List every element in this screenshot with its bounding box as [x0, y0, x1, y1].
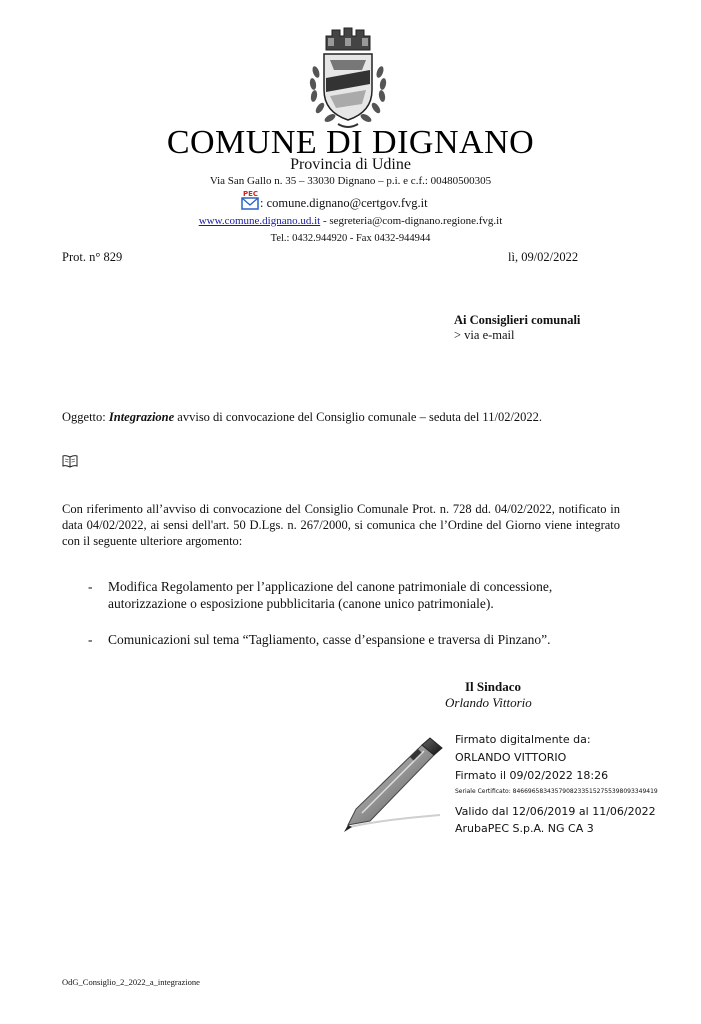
signature-name: Orlando Vittorio — [445, 695, 532, 710]
svg-text:PEC: PEC — [243, 190, 259, 198]
body-paragraph: Con riferimento all’avviso di convocazione del Consiglio Comunale Prot. n. 728 dd. 04/02/2022, notificato in data 04/02/2022, ai sensi dell'art. 50 D.Lgs. n. 267/2000, si comunica che l’Ordine del Giorno viene integrato con il seguente ulteriore argomento: — [62, 502, 620, 548]
subject-label: Oggetto: — [62, 410, 109, 424]
pec-email: : comune.dignano@certgov.fvg.it — [260, 196, 428, 210]
web-contact-line — [0, 215, 701, 227]
subject-emphasis: Integrazione — [108, 410, 175, 424]
certificate-serial: Seriale Certificato: 84669658343579082335152755398093349419 — [455, 788, 658, 795]
subject-text: avviso di convocazione del Consiglio comunale – seduta del 11/02/2022. — [174, 410, 543, 424]
pec-envelope-icon — [240, 189, 262, 211]
municipality-title: COMUNE DI DIGNANO — [166, 124, 535, 161]
agenda-item — [88, 631, 618, 651]
bullet: - — [88, 579, 93, 594]
bullet: - — [88, 632, 93, 647]
document-filename: OdG_Consiglio_2_2022_a_integrazione — [62, 977, 200, 987]
agenda-item — [88, 578, 618, 618]
pen-icon — [340, 735, 448, 835]
signer-name: ORLANDO VITTORIO — [455, 751, 567, 764]
protocol-number: Prot. n° 829 — [62, 250, 123, 264]
recipient: Ai Consiglieri comunali — [454, 313, 581, 327]
pec-contact — [240, 189, 540, 213]
subject-line — [62, 410, 622, 425]
letter-date: lì, 09/02/2022 — [508, 250, 579, 264]
signature-info-line: Firmato digitalmente da: — [455, 733, 591, 746]
email-address: - segreteria@com-dignano.regione.fvg.it — [320, 215, 503, 227]
signature-datetime: Firmato il 09/02/2022 18:26 — [455, 769, 609, 782]
signature-title: Il Sindaco — [465, 679, 521, 694]
municipal-crest-icon — [300, 20, 396, 134]
agenda-item-text: Modifica Regolamento per l’applicazione del canone patrimoniale di concessione, autorizzazione o esposizione pubblicitaria (canone unico patrimoniale). — [108, 579, 553, 611]
agenda-item-text: Comunicazioni sul tema “Tagliamento, casse d’espansione e traversa di Pinzano”. — [108, 632, 551, 647]
open-book-icon — [62, 454, 78, 468]
certificate-issuer: ArubaPEC S.p.A. NG CA 3 — [455, 822, 594, 835]
certificate-validity: Valido dal 12/06/2019 al 11/06/2022 — [455, 805, 656, 818]
delivery-method: > via e-mail — [454, 328, 515, 342]
province-label: Provincia di Udine — [290, 156, 411, 173]
website-link[interactable]: www.comune.dignano.ud.it — [198, 215, 321, 227]
phone-fax-line: Tel.: 0432.944920 - Fax 0432-944944 — [270, 233, 431, 244]
address-line: Via San Gallo n. 35 – 33030 Dignano – p.i. e c.f.: 00480500305 — [209, 175, 492, 187]
